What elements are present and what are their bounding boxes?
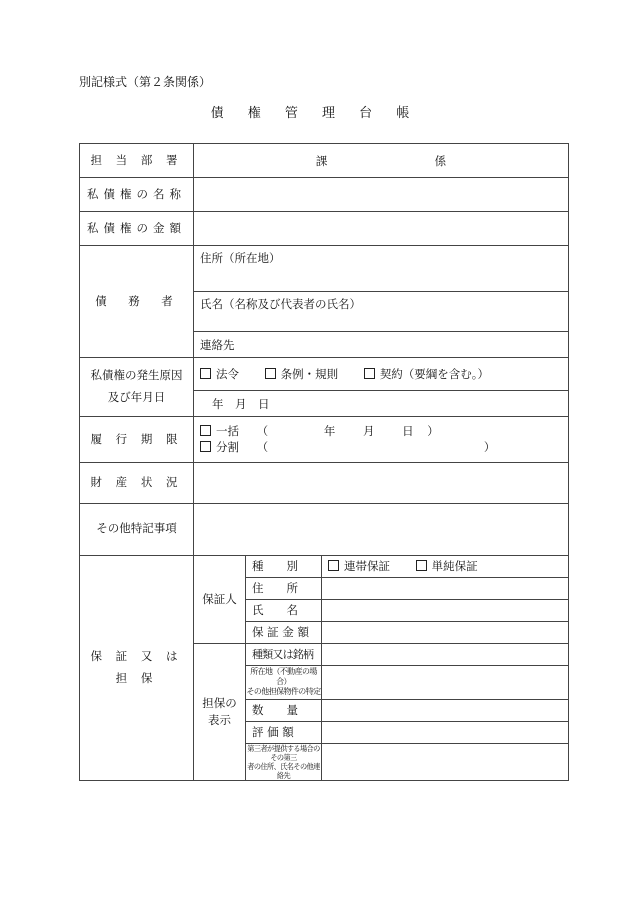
cause-option-ordinance[interactable]: 条例・規則 xyxy=(265,367,339,381)
collateral-third-line2: 者の住所、氏名その他連絡先 xyxy=(247,761,320,780)
term-year-label: 年 xyxy=(323,424,336,439)
other-label: その他特記事項 xyxy=(80,503,194,555)
guarantor-type-label: 種 別 xyxy=(246,555,322,577)
page-title: 債 権 管 理 台 帳 xyxy=(210,106,420,121)
checkbox-icon[interactable] xyxy=(200,441,211,452)
department-section-label: 課 xyxy=(315,153,328,168)
claim-name-field[interactable] xyxy=(194,178,569,212)
term-lump-label: 一括 xyxy=(216,424,239,439)
collateral-label-line1: 担保の xyxy=(202,695,237,710)
collateral-location-label xyxy=(246,665,322,699)
term-field xyxy=(194,417,569,463)
debtor-contact-label: 連絡先 xyxy=(200,337,235,352)
row-cause xyxy=(80,358,569,391)
guarantee-option-joint[interactable]: 連帯保証 xyxy=(328,559,390,573)
paren-open: （ xyxy=(256,439,269,454)
cause-option-law[interactable]: 法令 xyxy=(200,367,239,381)
cause-options xyxy=(194,358,569,391)
collateral-quantity-label: 数 量 xyxy=(246,699,322,721)
guarantor-amount-field[interactable] xyxy=(322,621,569,643)
checkbox-icon[interactable] xyxy=(328,560,339,571)
claim-name-label: 私債権の名称 xyxy=(80,178,194,212)
cause-label-line1: 私債権の発生原因 xyxy=(90,368,183,383)
row-claim-name xyxy=(80,178,569,212)
department-label: 担 当 部 署 xyxy=(80,144,194,178)
debtor-contact-field[interactable] xyxy=(194,332,569,358)
term-installment-line xyxy=(200,440,562,456)
cause-date-label: 年 月 日 xyxy=(212,396,270,411)
collateral-value-field[interactable] xyxy=(322,721,569,743)
cause-label xyxy=(80,358,194,417)
collateral-third-party-field[interactable] xyxy=(322,743,569,780)
debtor-label: 債 務 者 xyxy=(80,246,194,358)
guarantee-label: 保 証 又 は 担 保 xyxy=(80,555,194,780)
term-lump-line xyxy=(200,424,562,440)
collateral-kind-label: 種類又は銘柄 xyxy=(246,643,322,665)
row-guarantor-type xyxy=(80,555,569,577)
term-installment-label: 分割 xyxy=(216,439,239,454)
collateral-location-line2: その他担保物件の特定 xyxy=(246,687,321,697)
assets-label: 財 産 状 況 xyxy=(80,463,194,503)
checkbox-icon[interactable] xyxy=(200,425,211,436)
checkbox-icon[interactable] xyxy=(416,560,427,571)
guarantor-name-field[interactable] xyxy=(322,599,569,621)
row-department xyxy=(80,144,569,178)
guarantor-label: 保証人 xyxy=(194,555,246,643)
paren-close: ） xyxy=(427,424,439,439)
row-term xyxy=(80,417,569,463)
debtor-name-label: 氏名（名称及び代表者の氏名） xyxy=(200,297,361,312)
collateral-location-line1: 所在地（不動産の場合） xyxy=(250,667,317,687)
claim-amount-field[interactable] xyxy=(194,212,569,246)
checkbox-icon[interactable] xyxy=(265,368,276,379)
paren-open: （ xyxy=(256,424,269,439)
guarantor-amount-label: 保 証 金 額 xyxy=(246,621,322,643)
checkbox-icon[interactable] xyxy=(200,368,211,379)
term-day-label: 日 xyxy=(402,424,414,439)
row-assets xyxy=(80,463,569,503)
cause-label-line2: 及び年月日 xyxy=(107,390,166,405)
collateral-location-field[interactable] xyxy=(322,665,569,699)
paren-close: ） xyxy=(483,439,496,454)
assets-field[interactable] xyxy=(194,463,569,503)
debtor-name-field[interactable] xyxy=(194,292,569,332)
form-note: 別記様式（第２条関係） xyxy=(79,75,212,89)
collateral-value-label: 評 価 額 xyxy=(246,721,322,743)
collateral-third-line1: 第三者が提供する場合のその第三 xyxy=(247,743,320,762)
department-unit-label: 係 xyxy=(434,153,447,168)
collateral-label xyxy=(194,643,246,780)
row-debtor-address xyxy=(80,246,569,292)
collateral-third-party-label xyxy=(246,743,322,780)
other-field[interactable] xyxy=(194,503,569,555)
guarantor-type-options xyxy=(322,555,569,577)
cause-date-field[interactable] xyxy=(194,391,569,417)
guarantor-address-field[interactable] xyxy=(322,577,569,599)
claim-amount-label: 私債権の金額 xyxy=(80,212,194,246)
collateral-quantity-field[interactable] xyxy=(322,699,569,721)
term-label: 履 行 期 限 xyxy=(80,417,194,463)
term-month-label: 月 xyxy=(362,424,375,439)
guarantor-address-label: 住 所 xyxy=(246,577,322,599)
collateral-label-line2: 表示 xyxy=(208,712,231,727)
guarantee-option-simple[interactable]: 単純保証 xyxy=(416,559,478,573)
cause-option-contract[interactable]: 契約（要綱を含む。） xyxy=(364,367,489,381)
row-claim-amount xyxy=(80,212,569,246)
checkbox-icon[interactable] xyxy=(364,368,375,379)
department-field[interactable] xyxy=(194,144,569,178)
guarantor-name-label: 氏 名 xyxy=(246,599,322,621)
debtor-address-label: 住所（所在地） xyxy=(200,251,281,266)
collateral-kind-field[interactable] xyxy=(322,643,569,665)
debtor-address-field[interactable] xyxy=(194,246,569,292)
row-other xyxy=(80,503,569,555)
ledger-table xyxy=(79,143,569,781)
